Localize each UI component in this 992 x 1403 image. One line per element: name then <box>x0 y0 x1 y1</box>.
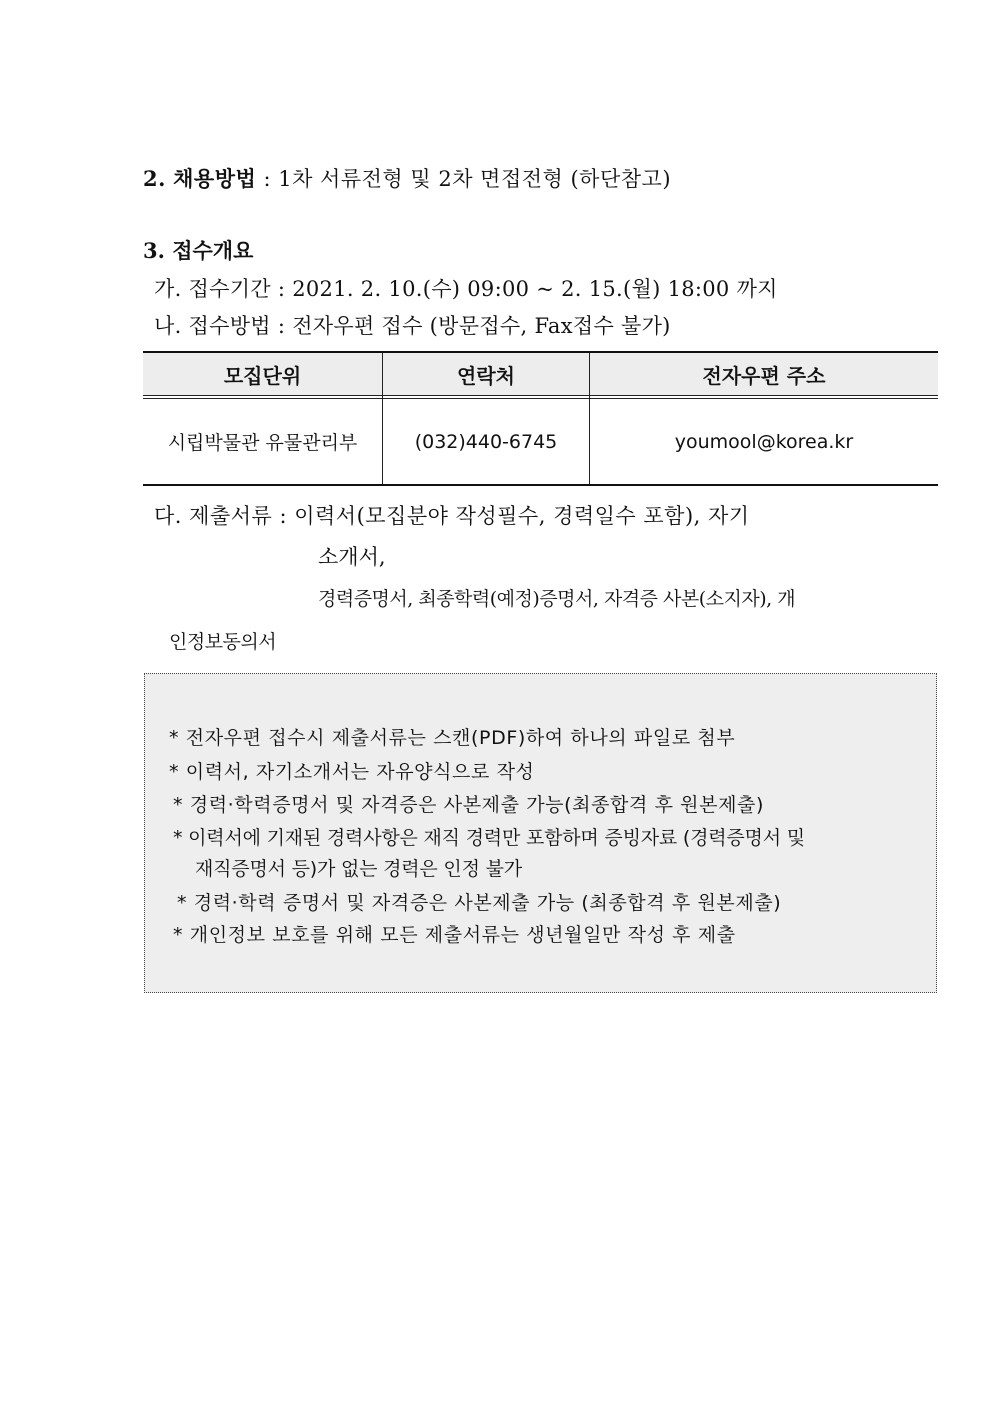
note-item: * 이력서, 자기소개서는 자유양식으로 작성 <box>169 761 535 783</box>
cell-email: youmool@korea.kr <box>674 430 854 453</box>
documents-line: 경력증명서, 최종학력(예정)증명서, 자격증 사본(소지자), 개 <box>318 588 796 610</box>
note-item: * 이력서에 기재된 경력사항은 재직 경력만 포함하며 증빙자료 (경력증명서 및 <box>173 827 805 849</box>
section-2-title: 채용방법 <box>173 166 257 191</box>
documents-line: 소개서, <box>318 545 386 569</box>
application-period: 가. 접수기간 : 2021. 2. 10.(수) 09:00 ~ 2. 15.(월) 18:00 까지 <box>154 277 778 301</box>
note-item: 재직증명서 등)가 없는 경력은 인정 불가 <box>195 858 522 880</box>
notes-box <box>144 673 937 993</box>
section-2-line <box>143 163 671 193</box>
header-email: 전자우편 주소 <box>702 363 826 388</box>
note-item: * 전자우편 접수시 제출서류는 스캔(PDF)하여 하나의 파일로 첨부 <box>169 727 736 749</box>
recruitment-table <box>143 351 938 486</box>
documents-line: 다. 제출서류 : 이력서(모집분야 작성필수, 경력일수 포함), 자기 <box>154 504 750 528</box>
note-item: * 경력·학력 증명서 및 자격증은 사본제출 가능 (최종합격 후 원본제출) <box>177 892 782 914</box>
cell-unit: 시립박물관 유물관리부 <box>167 432 358 454</box>
application-method: 나. 접수방법 : 전자우편 접수 (방문접수, Fax접수 불가) <box>154 314 671 338</box>
section-3-heading: 3. 접수개요 <box>143 238 254 263</box>
header-unit: 모집단위 <box>223 363 302 388</box>
documents-line: 인정보동의서 <box>169 631 277 653</box>
section-2-text: 1차 서류전형 및 2차 면접전형 (하단참고) <box>278 167 672 191</box>
table-header-divider <box>143 395 938 396</box>
table-bottom-border <box>143 484 938 486</box>
header-contact: 연락처 <box>457 363 515 388</box>
section-2-separator: : <box>263 167 272 191</box>
section-2-number: 2. <box>143 166 166 191</box>
note-item: * 경력·학력증명서 및 자격증은 사본제출 가능(최종합격 후 원본제출) <box>173 794 765 816</box>
cell-contact: (032)440-6745 <box>414 430 558 453</box>
note-item: * 개인정보 보호를 위해 모든 제출서류는 생년월일만 작성 후 제출 <box>173 924 736 946</box>
